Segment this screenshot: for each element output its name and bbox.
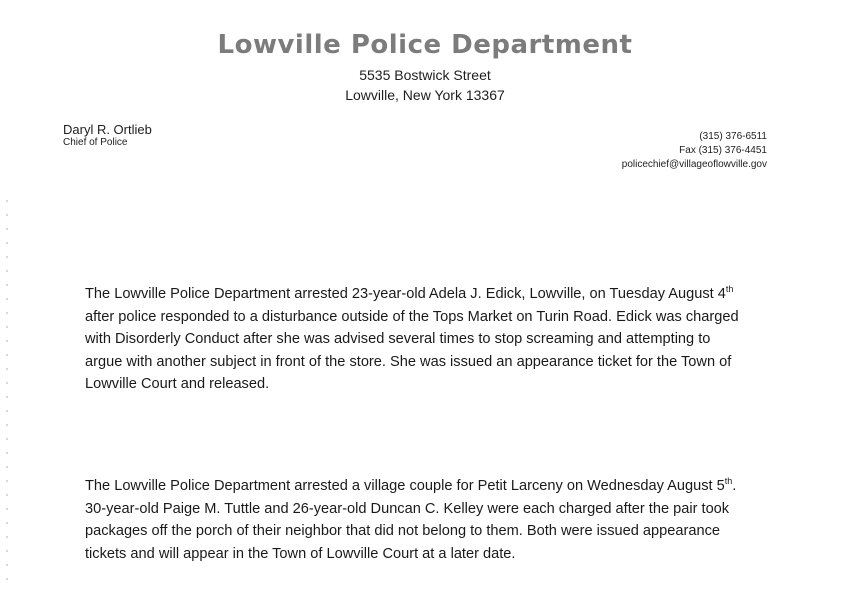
ordinal-suffix: th [724,476,733,487]
paragraph-line: packages off the porch of their neighbor that did not belong to them. Both were issued appearance [85,523,720,539]
chief-name: Daryl R. Ortlieb [63,122,152,137]
phone-number: (315) 376-6511 [699,131,767,142]
chief-title: Chief of Police [63,137,128,148]
city-state-zip: Lowville, New York 13367 [345,87,505,103]
paragraph-line: Lowville Court and released. [85,376,270,392]
paragraph-line: after police responded to a disturbance outside of the Tops Market on Turin Road. Edick was charged [85,308,739,325]
ordinal-suffix: th [725,284,734,295]
fax-number: Fax (315) 376-4451 [679,145,767,156]
paragraph-line: tickets and will appear in the Town of Lowville Court at a later date. [85,545,516,562]
paragraph-line: 30-year-old Paige M. Tuttle and 26-year-old Duncan C. Kelley were each charged after the pair took [85,500,730,517]
street-address: 5535 Bostwick Street [359,67,491,83]
paragraph-line: with Disorderly Conduct after she was advised several times to stop screaming and attempting to [85,331,711,347]
paragraph-line: argue with another subject in front of the store. She was issued an appearance ticket for the Town of [85,353,732,370]
scan-edge-artifact [6,200,8,580]
email-address: policechief@villageoflowville.gov [621,159,767,170]
paragraph-line: The Lowville Police Department arrested 23-year-old Adela J. Edick, Lowville, on Tuesday August 4th [85,284,734,302]
paragraph-line: The Lowville Police Department arrested a village couple for Petit Larceny on Wednesday August 5th. [85,476,737,494]
press-release-paragraph [85,283,775,396]
department-name: Lowville Police Department [217,30,633,60]
press-release-paragraph [85,475,775,565]
